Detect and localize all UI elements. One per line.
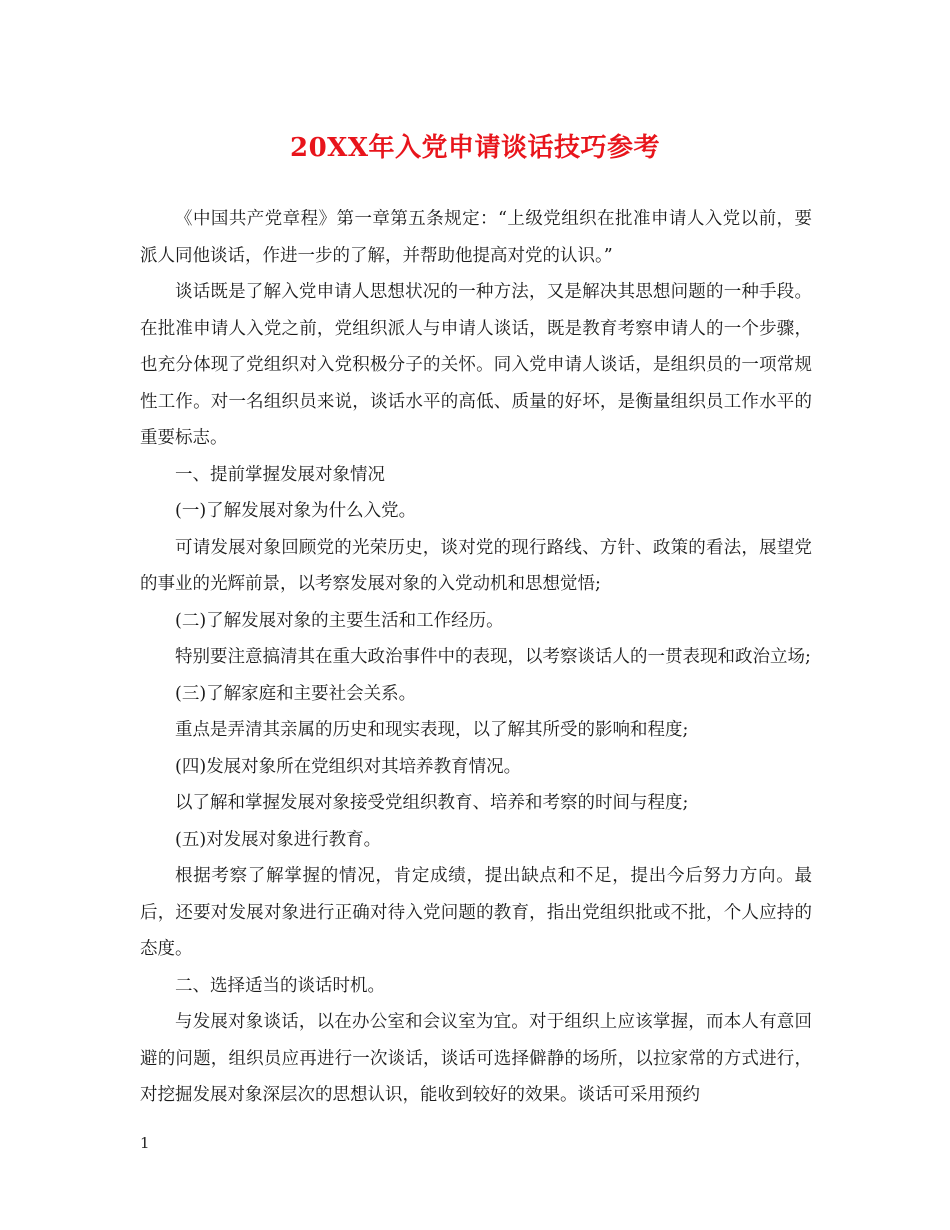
paragraph-8: 与发展对象谈话，以在办公室和会议室为宜。对于组织上应该掌握，而本人有意回避的问题，组织员应再进行一次谈话，谈话可选择僻静的场所，以拉家常的方式进行，对挖掘发展对象深层次的思想认识，能收到较好的效果。谈话可采用预约 bbox=[140, 1012, 812, 1105]
paragraph-5: 重点是弄清其亲属的历史和现实表现，以了解其所受的影响和程度; bbox=[175, 720, 689, 740]
paragraph-1: 《中国共产党章程》第一章第五条规定：“上级党组织在批准申请人入党以前，要派人同他谈话，作进一步的了解，并帮助他提高对党的认识。” bbox=[140, 209, 812, 266]
paragraph-6: 以了解和掌握发展对象接受党组织教育、培养和考察的时间与程度; bbox=[175, 793, 689, 813]
section-heading-1: 一、提前掌握发展对象情况 bbox=[175, 464, 385, 485]
paragraph-4: 特别要注意搞清其在重大政治事件中的表现，以考察谈话人的一贯表现和政治立场; bbox=[175, 647, 811, 667]
subheading-2: (二)了解发展对象的主要生活和工作经历。 bbox=[175, 610, 504, 631]
document-body bbox=[140, 201, 812, 1114]
subheading-1: (一)了解发展对象为什么入党。 bbox=[175, 501, 417, 521]
paragraph-2: 谈话既是了解入党申请人思想状况的一种方法，又是解决其思想问题的一种手段。在批准申请人入党之前，党组织派人与申请人谈话，既是教育考察申请人的一个步骤，也充分体现了党组织对入党积极分子的关怀。同入党申请人谈话，是组织员的一项常规性工作。对一名组织员来说，谈话水平的高低、质量的好坏，是衡量组织员工作水平的重要标志。 bbox=[140, 282, 812, 448]
paragraph-7: 根据考察了解掌握的情况，肯定成绩，提出缺点和不足，提出今后努力方向。最后，还要对发展对象进行正确对待入党问题的教育，指出党组织批或不批，个人应持的态度。 bbox=[140, 866, 812, 959]
subheading-5: (五)对发展对象进行教育。 bbox=[175, 829, 382, 850]
section-heading-2: 二、选择适当的谈话时机。 bbox=[175, 975, 385, 996]
subheading-4: (四)发展对象所在党组织对其培养教育情况。 bbox=[175, 756, 522, 777]
paragraph-3: 可请发展对象回顾党的光荣历史，谈对党的现行路线、方针、政策的看法，展望党的事业的光辉前景，以考察发展对象的入党动机和思想觉悟; bbox=[140, 537, 812, 594]
page-number: 1 bbox=[140, 1134, 150, 1152]
subheading-3: (三)了解家庭和主要社会关系。 bbox=[175, 683, 417, 704]
document-title: 20XX年入党申请谈话技巧参考 bbox=[289, 133, 661, 163]
